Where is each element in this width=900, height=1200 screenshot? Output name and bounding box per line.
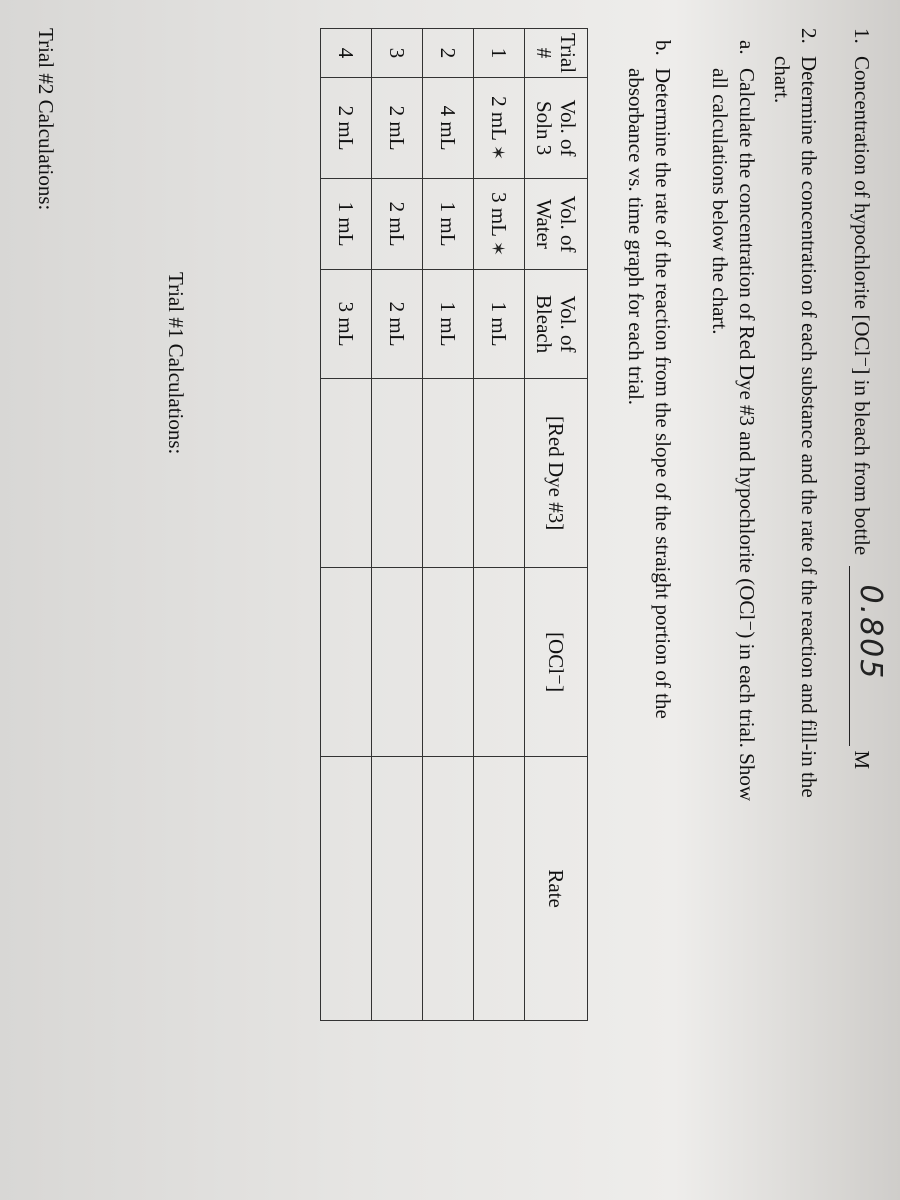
star-mark-icon: ✶ [487, 240, 509, 257]
question-1 [849, 28, 888, 770]
cell-bleach: 1 mL [474, 270, 525, 379]
cell-rate[interactable] [423, 757, 474, 1021]
header-vol-soln3: Vol. of Soln 3 [525, 78, 588, 179]
cell-ocl[interactable] [423, 568, 474, 757]
cell-red-dye[interactable] [321, 379, 372, 568]
table-row [423, 29, 474, 1021]
cell-trial: 2 [423, 29, 474, 78]
question-2a-label: a. [735, 40, 759, 55]
header-red-dye: [Red Dye #3] [525, 379, 588, 568]
handwritten-answer: 0.805 [853, 584, 888, 681]
question-2b-line-2: absorbance vs. time graph for each trial. [624, 68, 648, 406]
cell-soln3: 2 mL✶ [474, 78, 525, 179]
cell-red-dye[interactable] [423, 379, 474, 568]
question-2a-line-1: Calculate the concentration of Red Dye #3 and hypochlorite (OCl⁻) in each trial. Show [735, 68, 759, 802]
question-2a-line-2: all calculations below the chart. [708, 68, 732, 335]
header-vol-water: Vol. of Water [525, 179, 588, 270]
question-1-text: Concentration of hypochlorite [OCl⁻] in bleach from bottle [850, 56, 874, 556]
table-row [372, 29, 423, 1021]
question-2-line-2: chart. [770, 56, 794, 104]
cell-red-dye[interactable] [372, 379, 423, 568]
cell-trial: 1 [474, 29, 525, 78]
star-mark-icon: ✶ [487, 144, 509, 161]
question-2 [768, 28, 822, 1198]
cell-bleach: 1 mL [423, 270, 474, 379]
cell-rate[interactable] [474, 757, 525, 1021]
table-header-row [525, 29, 588, 1021]
cell-soln3: 2 mL [321, 78, 372, 179]
trial-data-table [320, 28, 588, 1021]
table-row [474, 29, 525, 1021]
question-1-number: 1. [850, 28, 874, 44]
question-2b-line-1: Determine the rate of the reaction from the slope of the straight portion of the [651, 68, 675, 719]
cell-trial: 4 [321, 29, 372, 78]
cell-ocl[interactable] [474, 568, 525, 757]
cell-ocl[interactable] [372, 568, 423, 757]
cell-water: 1 mL [423, 179, 474, 270]
cell-red-dye[interactable] [474, 379, 525, 568]
question-2b [622, 40, 676, 1170]
answer-blank [849, 566, 888, 746]
trial-2-calculations-label: Trial #2 Calculations: [34, 28, 58, 211]
question-2-number: 2. [797, 28, 821, 44]
header-rate: Rate [525, 757, 588, 1021]
header-trial: Trial # [525, 29, 588, 78]
cell-rate[interactable] [321, 757, 372, 1021]
question-2-line-1: Determine the concentration of each substance and the rate of the reaction and fill-in the [797, 56, 821, 798]
question-2b-label: b. [651, 40, 675, 56]
answer-unit: M [850, 750, 874, 770]
table-row [321, 29, 372, 1021]
cell-water: 1 mL [321, 179, 372, 270]
cell-water: 3 mL✶ [474, 179, 525, 270]
cell-bleach: 3 mL [321, 270, 372, 379]
cell-ocl[interactable] [321, 568, 372, 757]
cell-soln3: 2 mL [372, 78, 423, 179]
cell-bleach: 2 mL [372, 270, 423, 379]
header-ocl: [OCl⁻] [525, 568, 588, 757]
cell-soln3: 4 mL [423, 78, 474, 179]
cell-water: 2 mL [372, 179, 423, 270]
trial-1-calculations-label: Trial #1 Calculations: [164, 272, 188, 455]
cell-rate[interactable] [372, 757, 423, 1021]
cell-trial: 3 [372, 29, 423, 78]
question-2a [706, 40, 760, 1170]
header-vol-bleach: Vol. of Bleach [525, 270, 588, 379]
